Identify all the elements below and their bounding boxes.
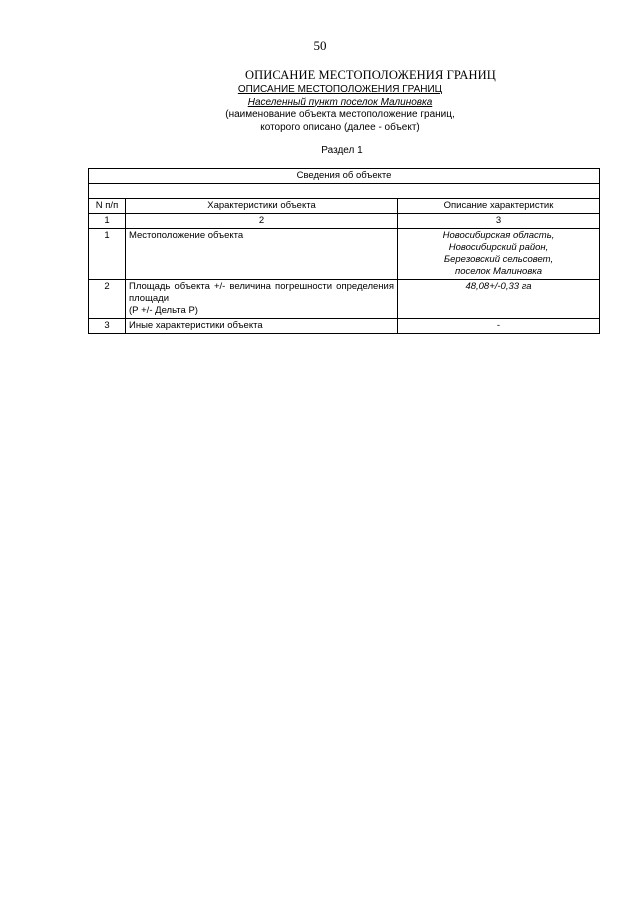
col-number-2: 2 <box>126 214 398 229</box>
header-subtitle: ОПИСАНИЕ МЕСТОПОЛОЖЕНИЯ ГРАНИЦ <box>237 84 443 95</box>
header-note-line-1: (наименование объекта местоположение границ, <box>225 109 455 120</box>
col-header-num: N п/п <box>89 199 126 214</box>
description-line: Новосибирская область, <box>442 230 555 241</box>
row-description: - <box>398 319 600 334</box>
description-line: поселок Малиновка <box>454 266 543 277</box>
col-header-description: Описание характеристик <box>398 199 600 214</box>
object-name: Населенный пункт поселок Малиновка <box>247 96 433 108</box>
table-row <box>89 280 600 319</box>
table-empty-cell <box>89 184 600 199</box>
document-title: ОПИСАНИЕ МЕСТОПОЛОЖЕНИЯ ГРАНИЦ <box>245 68 496 82</box>
object-info-table <box>88 168 600 334</box>
row-num: 2 <box>89 280 126 319</box>
table-empty-row <box>89 184 600 199</box>
page-number: 50 <box>313 38 327 53</box>
table-colnum-row <box>89 214 600 229</box>
table-row <box>89 229 600 280</box>
col-header-characteristic: Характеристики объекта <box>126 199 398 214</box>
description-line: Березовский сельсовет, <box>443 254 554 265</box>
description-line: Новосибирский район, <box>448 242 549 253</box>
header-note-line-2: которого описано (далее - объект) <box>260 121 420 133</box>
row-characteristic: Местоположение объекта <box>126 229 398 280</box>
row-num: 3 <box>89 319 126 334</box>
col-number-3: 3 <box>398 214 600 229</box>
table-caption-row <box>89 169 600 184</box>
row-description <box>398 229 600 280</box>
row-characteristic <box>126 280 398 319</box>
row-num: 1 <box>89 229 126 280</box>
row-description: 48,08+/-0,33 га <box>398 280 600 319</box>
table-header-row <box>89 199 600 214</box>
table-caption: Сведения об объекте <box>89 169 600 184</box>
section-title: Раздел 1 <box>321 145 363 156</box>
table-row <box>89 319 600 334</box>
characteristic-line: (Р +/- Дельта Р) <box>129 305 198 316</box>
header-block <box>190 84 490 134</box>
col-number-1: 1 <box>89 214 126 229</box>
row-characteristic: Иные характеристики объекта <box>126 319 398 334</box>
characteristic-line: Площадь объекта +/- величина погрешности определения площади <box>129 281 394 304</box>
